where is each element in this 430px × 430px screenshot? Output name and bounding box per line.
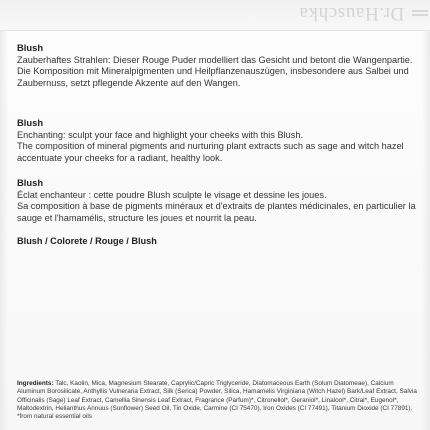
ingredients-footnote: *from natural essential oils xyxy=(17,413,92,421)
ingredients-list: Talc, Kaolin, Mica, Magnesium Stearate, Caprylic/Capric Triglyceride, Diatomaceous Earth (Solum Diatomeae), Calcium Aluminum Borosilicate, Anthyllis Vulneraria Extract, Silk (Serica) Powder, Silica, Hamamelis Virginiana (Witch Hazel) Bark/Leaf Extract, Salvia Officinalis (Sage) Leaf Extract, Camellia Sinensis Leaf Extract, Fragrance (Parfum)*, Citronellol*, Geraniol*, Linalool*, Citral*, Eugenol*, Maltodextrin, Helianthus Annuus (Sunflower) Seed Oil, Tin Oxide, Carmine (CI 75470), Iron Oxides (CI 77491), Titanium Dioxide (CI 77891). xyxy=(17,380,417,412)
section-heading: Blush xyxy=(17,177,44,188)
ingredients-label: Ingredients: xyxy=(17,380,54,387)
description-line: Die Komposition mit Mineralpigmenten und Heilpflanzenauszügen, insbesondere aus Salbei und Zaubernuss, setzt pflegende Akzente auf den Wangen. xyxy=(17,66,409,88)
ingredients-block xyxy=(17,380,420,421)
description-french xyxy=(17,177,417,224)
description-german xyxy=(17,42,417,89)
right-edge-shadow xyxy=(422,30,430,430)
description-line: The composition of mineral pigments and nurturing plant extracts such as sage and witch hazel accentuate your cheeks for a radiant, healthy look. xyxy=(17,141,404,163)
description-line: Enchanting: sculpt your face and highlight your cheeks with this Blush. xyxy=(17,129,303,140)
description-line: Zauberhaftes Strahlen: Dieser Rouge Puder modelliert das Gesicht und betont die Wangenpartie. xyxy=(17,54,413,65)
left-edge-shadow xyxy=(0,30,8,430)
description-line: Sa composition à base de pigments minéraux et d'extraits de plantes médicinales, en particulier la sauge et l'hamamélis, structure les joues et nourrit la peau. xyxy=(17,201,416,223)
brand-name: Dr.Hauschka xyxy=(298,3,404,24)
brand-logo-icon xyxy=(412,6,428,16)
product-variant-names: Blush / Colorete / Rouge / Blush xyxy=(17,236,157,246)
description-english xyxy=(17,117,417,164)
section-heading: Blush xyxy=(17,117,44,128)
description-line: Éclat enchanteur : cette poudre Blush sculpte le visage et dessine les joues. xyxy=(17,189,327,200)
section-heading: Blush xyxy=(17,42,44,53)
box-top-flap xyxy=(0,0,430,31)
